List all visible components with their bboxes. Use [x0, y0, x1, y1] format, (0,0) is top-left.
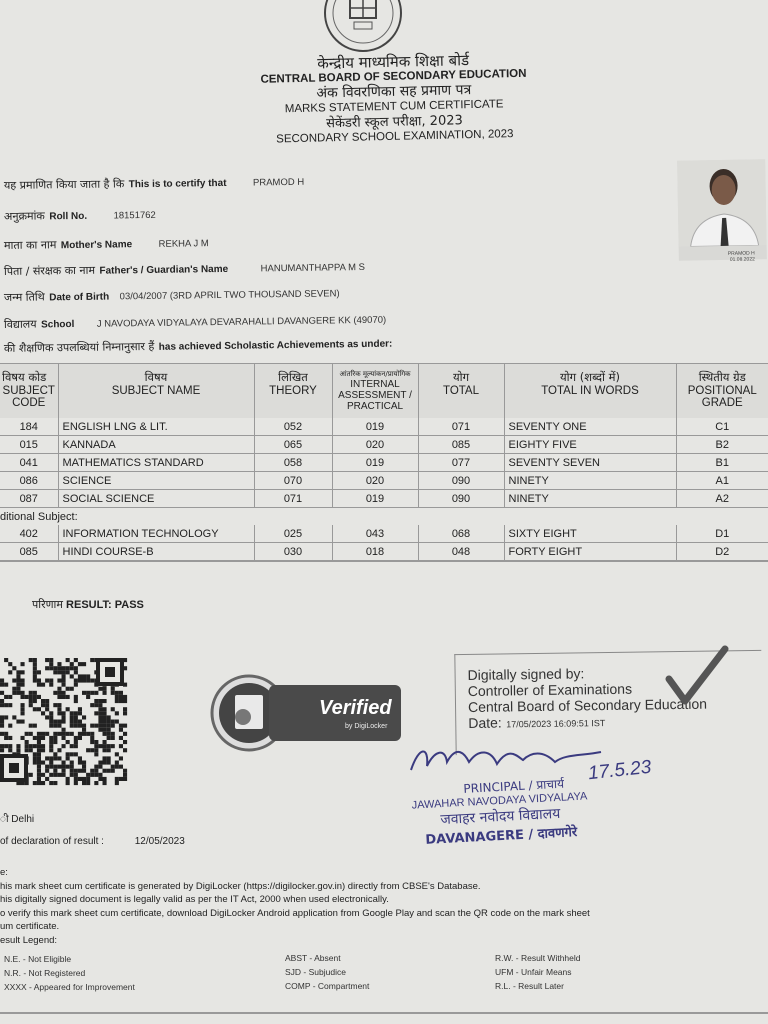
total-marks: 048: [418, 543, 504, 561]
verified-title: Verified: [319, 697, 392, 719]
theory-marks: 052: [254, 418, 332, 436]
total-in-words: EIGHTY FIVE: [504, 436, 676, 454]
legend-item: R.L. - Result Later: [495, 981, 564, 991]
positional-grade: D1: [676, 525, 768, 543]
subject-code: 087: [0, 490, 58, 508]
legend-item: COMP - Compartment: [285, 981, 370, 991]
marks-row: [0, 454, 768, 472]
father-name: HANUMANTHAPPA M S: [260, 261, 366, 275]
header-words-hindi: योग (शब्दों में): [559, 370, 621, 384]
subject-name: MATHEMATICS STANDARD: [58, 454, 254, 472]
marks-row: [0, 418, 768, 436]
place: ी Delhi: [0, 814, 35, 825]
legend-item: N.E. - Not Eligible: [4, 954, 72, 964]
note-item: his mark sheet cum certificate is generated by DigiLocker (https://digilocker.gov.in) directly from CBSE's Database.: [0, 880, 481, 892]
digisign-line1: Digitally signed by:: [467, 665, 585, 683]
dob-row: [4, 283, 340, 306]
theory-marks: 071: [254, 490, 332, 508]
certificate-title: MARKS STATEMENT CUM CERTIFICATE: [284, 98, 504, 116]
father-label-hindi: पिता / संरक्षक का नाम: [3, 263, 96, 278]
roll-row: [4, 205, 156, 225]
bottom-border: [0, 1012, 768, 1014]
date-of-birth: 03/04/2007 (3RD APRIL TWO THOUSAND SEVEN): [119, 288, 340, 303]
student-name: PRAMOD H: [252, 176, 305, 189]
achievement-label-hindi: की शैक्षणिक उपलब्धियां निम्नानुसार हैं: [3, 339, 155, 355]
positional-grade: B2: [676, 436, 768, 454]
additional-subject-label: ditional Subject:: [0, 510, 78, 523]
digisign-date-row: [468, 711, 762, 733]
total-in-words: NINETY: [504, 490, 676, 508]
roll-label-hindi: अनुक्रमांक: [3, 209, 45, 223]
legend-item: ABST - Absent: [285, 953, 341, 963]
header: [0, 46, 768, 153]
subject-code: 041: [0, 454, 58, 472]
internal-marks: 019: [332, 418, 418, 436]
header-total-label: TOTAL: [443, 385, 479, 397]
legend-item: UFM - Unfair Means: [495, 967, 572, 977]
certify-label-hindi: यह प्रमाणित किया जाता है कि: [3, 177, 125, 192]
header-total: [418, 364, 504, 418]
cbse-logo: [322, 0, 404, 54]
total-marks: 090: [418, 490, 504, 508]
student-photo: [677, 159, 767, 261]
positional-grade: D2: [676, 543, 768, 561]
mother-label-hindi: माता का नाम: [3, 238, 57, 252]
verified-subtitle: by DigiLocker: [345, 723, 388, 730]
header-name-label: SUBJECT NAME: [111, 385, 201, 397]
internal-marks: 020: [332, 436, 418, 454]
theory-marks: 030: [254, 543, 332, 561]
theory-marks: 070: [254, 472, 332, 490]
header-ia-hindi: आंतरिक मूल्यांकन/प्रायोगिक: [339, 370, 411, 378]
legend-col-2: [285, 951, 369, 993]
mother-label: Mother's Name: [60, 239, 133, 252]
signature-date: 17.5.23: [587, 756, 653, 785]
digisign-date-label: Date:: [468, 714, 502, 731]
dob-label: Date of Birth: [49, 291, 110, 304]
note-item: um certificate.: [0, 921, 60, 932]
header-grade-label: POSITIONAL GRADE: [687, 385, 757, 409]
subject-code: 184: [0, 418, 58, 436]
subject-name: KANNADA: [58, 436, 254, 454]
positional-grade: A2: [676, 490, 768, 508]
header-total-words: [504, 364, 676, 418]
result-value: PASS: [114, 599, 144, 611]
school-name: J NAVODAYA VIDYALAYA DEVARAHALLI DAVANGERE KK (49070): [96, 314, 387, 330]
internal-marks: 019: [332, 454, 418, 472]
marks-row: [0, 543, 768, 561]
father-row: [4, 257, 365, 280]
result: [32, 597, 144, 612]
exam-title: SECONDARY SCHOOL EXAMINATION, 2023: [276, 128, 514, 146]
achievement-label: has achieved Scholastic Achievements as under:: [158, 338, 393, 353]
theory-marks: 025: [254, 525, 332, 543]
header-theory-hindi: लिखित: [278, 370, 308, 384]
header-grade: [676, 364, 768, 418]
total-in-words: NINETY: [504, 472, 676, 490]
legend-item: N.R. - Not Registered: [4, 968, 86, 978]
certificate-title-hindi: अंक विवरणिका सह प्रमाण पत्र: [316, 82, 472, 102]
total-in-words: SEVENTY ONE: [504, 418, 676, 436]
total-marks: 090: [418, 472, 504, 490]
principal-stamp: [368, 771, 631, 851]
mother-name: REKHA J M: [158, 238, 209, 250]
additional-subject-row: [0, 508, 768, 526]
header-theory: [254, 364, 332, 418]
subject-name: HINDI COURSE-B: [58, 543, 254, 561]
achievement-row: [4, 334, 393, 357]
subject-code: 402: [0, 525, 58, 543]
certify-row: [4, 172, 304, 194]
total-marks: 077: [418, 454, 504, 472]
header-words-label: TOTAL IN WORDS: [541, 385, 639, 397]
internal-marks: 043: [332, 525, 418, 543]
exam-title-hindi: सेकेंडरी स्कूल परीक्षा, 2023: [326, 113, 463, 132]
note-item: his digitally signed document is legally valid as per the IT Act, 2000 when used electronically.: [0, 894, 389, 905]
dob-label-hindi: जन्म तिथि: [3, 290, 45, 304]
theory-marks: 058: [254, 454, 332, 472]
certify-label: This is to certify that: [128, 177, 227, 191]
notes: [0, 866, 768, 947]
header-subject-name: [58, 364, 254, 418]
total-in-words: SIXTY EIGHT: [504, 525, 676, 543]
header-code-hindi: विषय कोड: [2, 370, 47, 384]
stamp-line2: JAWAHAR NAVODAYA VIDYALAYA: [411, 790, 588, 812]
roll-label: Roll No.: [49, 210, 88, 223]
roll-number: 18151762: [113, 209, 156, 222]
header-internal: [332, 364, 418, 418]
digisign-date: 17/05/2023 16:09:51 IST: [506, 718, 606, 730]
positional-grade: C1: [676, 418, 768, 436]
digisign-line2: Controller of Examinations: [467, 680, 633, 699]
legend-title: esult Legend:: [0, 934, 58, 946]
subject-code: 085: [0, 543, 58, 561]
father-label: Father's / Guardian's Name: [99, 263, 229, 277]
stamp-line4: DAVANAGERE / दावणगेरे: [425, 824, 578, 848]
school-label: School: [40, 319, 75, 331]
total-marks: 068: [418, 525, 504, 543]
photo-caption-name: PRAMOD H: [727, 250, 755, 257]
note-item: o verify this mark sheet cum certificate, download DigiLocker Android application from Google Play and scan the QR code on the mark sheet: [0, 907, 590, 919]
marks-table: [0, 364, 768, 561]
header-total-hindi: योग: [452, 370, 470, 384]
legend-col-3: [495, 951, 581, 993]
total-marks: 071: [418, 418, 504, 436]
positional-grade: B1: [676, 454, 768, 472]
legend-item: R.W. - Result Withheld: [495, 953, 581, 963]
declaration-row: [0, 836, 185, 847]
result-label: RESULT:: [66, 599, 112, 611]
stamp-line1: PRINCIPAL / प्राचार्य: [463, 776, 565, 796]
internal-marks: 020: [332, 472, 418, 490]
subject-name: ENGLISH LNG & LIT.: [58, 418, 254, 436]
stamp-line3: जवाहर नवोदय विद्यालय: [439, 805, 561, 829]
digisign-line3: Central Board of Secondary Education: [467, 695, 708, 715]
marks-table-wrap: [0, 363, 768, 562]
qr-code[interactable]: [0, 654, 128, 794]
header-theory-label: THEORY: [269, 385, 317, 397]
legend-item: SJD - Subjudice: [285, 967, 346, 977]
subject-code: 015: [0, 436, 58, 454]
note-label: e:: [0, 867, 8, 878]
subject-name: SOCIAL SCIENCE: [58, 490, 254, 508]
marks-row: [0, 490, 768, 508]
legend-col-1: [4, 952, 135, 994]
declaration-label: of declaration of result :: [0, 836, 104, 847]
marks-row: [0, 472, 768, 490]
total-in-words: FORTY EIGHT: [504, 543, 676, 561]
legend-item: XXXX - Appeared for Improvement: [4, 982, 135, 992]
mother-row: [4, 233, 209, 254]
result-label-hindi: परिणाम: [32, 598, 63, 611]
subject-name: INFORMATION TECHNOLOGY: [58, 525, 254, 543]
theory-marks: 065: [254, 436, 332, 454]
header-name-hindi: विषय: [144, 370, 168, 384]
school-label-hindi: विद्यालय: [3, 317, 37, 331]
subject-name: SCIENCE: [58, 472, 254, 490]
check-mark-icon: [665, 645, 729, 712]
header-subject-code: [0, 364, 58, 418]
board-title: CENTRAL BOARD OF SECONDARY EDUCATION: [260, 67, 527, 86]
verified-badge: [207, 671, 407, 755]
internal-marks: 019: [332, 490, 418, 508]
internal-marks: 018: [332, 543, 418, 561]
positional-grade: A1: [676, 472, 768, 490]
subject-code: 086: [0, 472, 58, 490]
header-code-label: SUBJECT CODE: [2, 385, 55, 409]
header-grade-hindi: स्थितीय ग्रेड: [698, 370, 746, 384]
total-marks: 085: [418, 436, 504, 454]
school-row: [4, 310, 386, 333]
marks-row: [0, 525, 768, 543]
declaration-date: 12/05/2023: [134, 836, 185, 847]
board-title-hindi: केन्द्रीय माध्यमिक शिक्षा बोर्ड: [317, 51, 470, 73]
total-in-words: SEVENTY SEVEN: [504, 454, 676, 472]
marks-row: [0, 436, 768, 454]
photo-caption-date: 01.08.2022: [729, 256, 755, 263]
header-ia-label: INTERNAL ASSESSMENT / PRACTICAL: [338, 379, 412, 412]
